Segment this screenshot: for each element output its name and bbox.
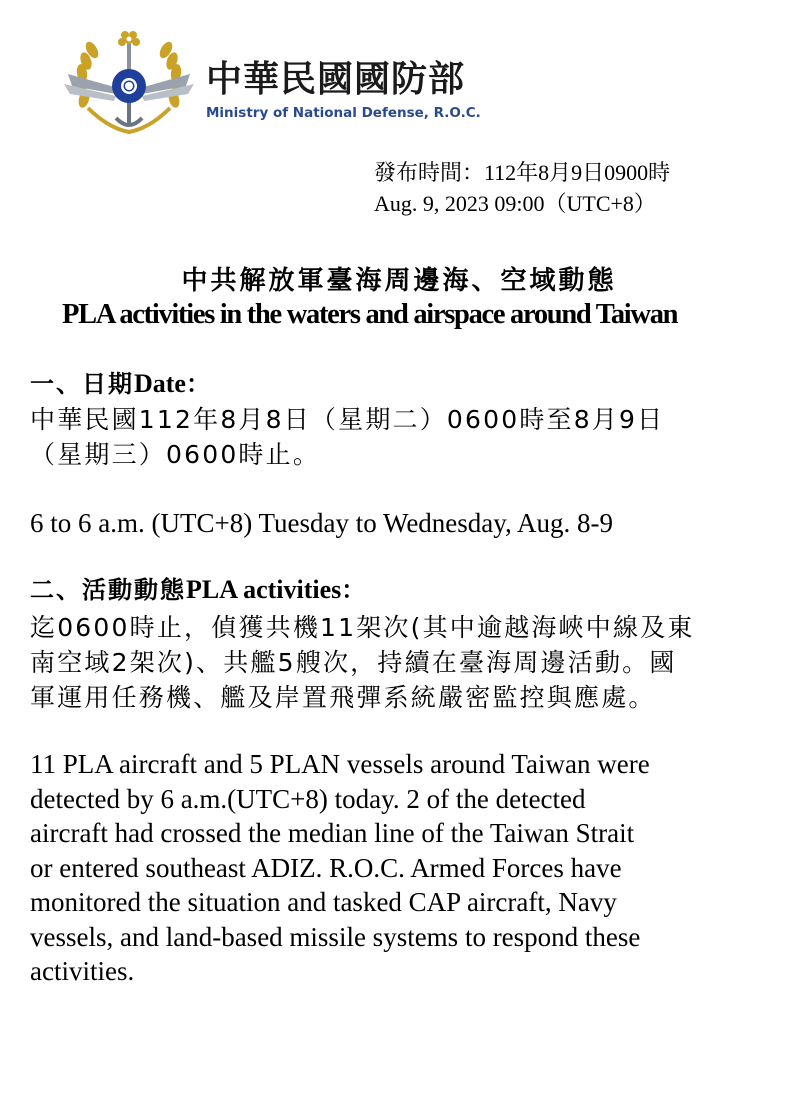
release-time-en: Aug. 9, 2023 09:00（UTC+8） — [374, 191, 656, 216]
section-date-zh — [30, 402, 780, 472]
section-activities-en-line: or entered southeast ADIZ. R.O.C. Armed Forces have — [30, 852, 622, 883]
section-activities-en-line: aircraft had crossed the median line of the Taiwan Strait — [30, 818, 635, 848]
section-activities-en-line: activities. — [30, 956, 135, 986]
section-date-heading — [30, 368, 212, 400]
section-activities-heading-en: PLA activities — [186, 575, 342, 604]
release-time — [374, 157, 670, 219]
org-name-zh: 中華民國國防部 — [206, 59, 466, 100]
section-activities-heading-zh: 二、活動動態 — [30, 576, 186, 604]
section-activities-en-line: detected by 6 a.m.(UTC+8) today. 2 of the detected — [30, 783, 586, 814]
section-activities-en-line: 11 PLA aircraft and 5 PLAN vessels around Taiwan were — [30, 749, 650, 779]
section-date-zh-line: 中華民國112年8月8日（星期二）0600時至8月9日 — [30, 405, 665, 434]
release-time-zh: 發布時間：112年8月9日0900時 — [374, 160, 671, 185]
section-activities-zh-line: 南空域2架次)、共艦5艘次，持續在臺海周邊活動。國 — [30, 648, 677, 677]
mnd-emblem-icon — [58, 28, 200, 138]
section-date-en-line: 6 to 6 a.m. (UTC+8) Tuesday to Wednesday, Aug. 8-9 — [30, 508, 614, 538]
section-date-heading-colon: ： — [185, 370, 212, 398]
section-date-heading-en: Date — [134, 369, 186, 398]
title-en: PLA activities in the waters and airspace around Taiwan — [62, 299, 678, 330]
section-date-heading-zh: 一、日期 — [30, 370, 134, 398]
org-name-en: Ministry of National Defense, R.O.C. — [206, 105, 481, 121]
section-activities-en-line: vessels, and land-based missile systems to respond these — [30, 921, 641, 952]
title-zh: 中共解放軍臺海周邊海、空域動態 — [181, 266, 617, 296]
section-date-zh-line: （星期三）0600時止。 — [30, 440, 321, 469]
section-activities-zh-line: 軍運用任務機、艦及岸置飛彈系統嚴密監控與應處。 — [30, 683, 656, 712]
section-activities-heading-colon: ： — [341, 576, 368, 604]
section-activities-zh-line: 迄0600時止，偵獲共機11架次(其中逾越海峽中線及東 — [30, 613, 695, 642]
section-activities-heading — [30, 574, 367, 606]
section-activities-zh — [30, 610, 780, 715]
section-date-en — [30, 506, 770, 541]
section-activities-en-line: monitored the situation and tasked CAP aircraft, Navy — [30, 887, 617, 917]
section-activities-en — [30, 747, 770, 989]
